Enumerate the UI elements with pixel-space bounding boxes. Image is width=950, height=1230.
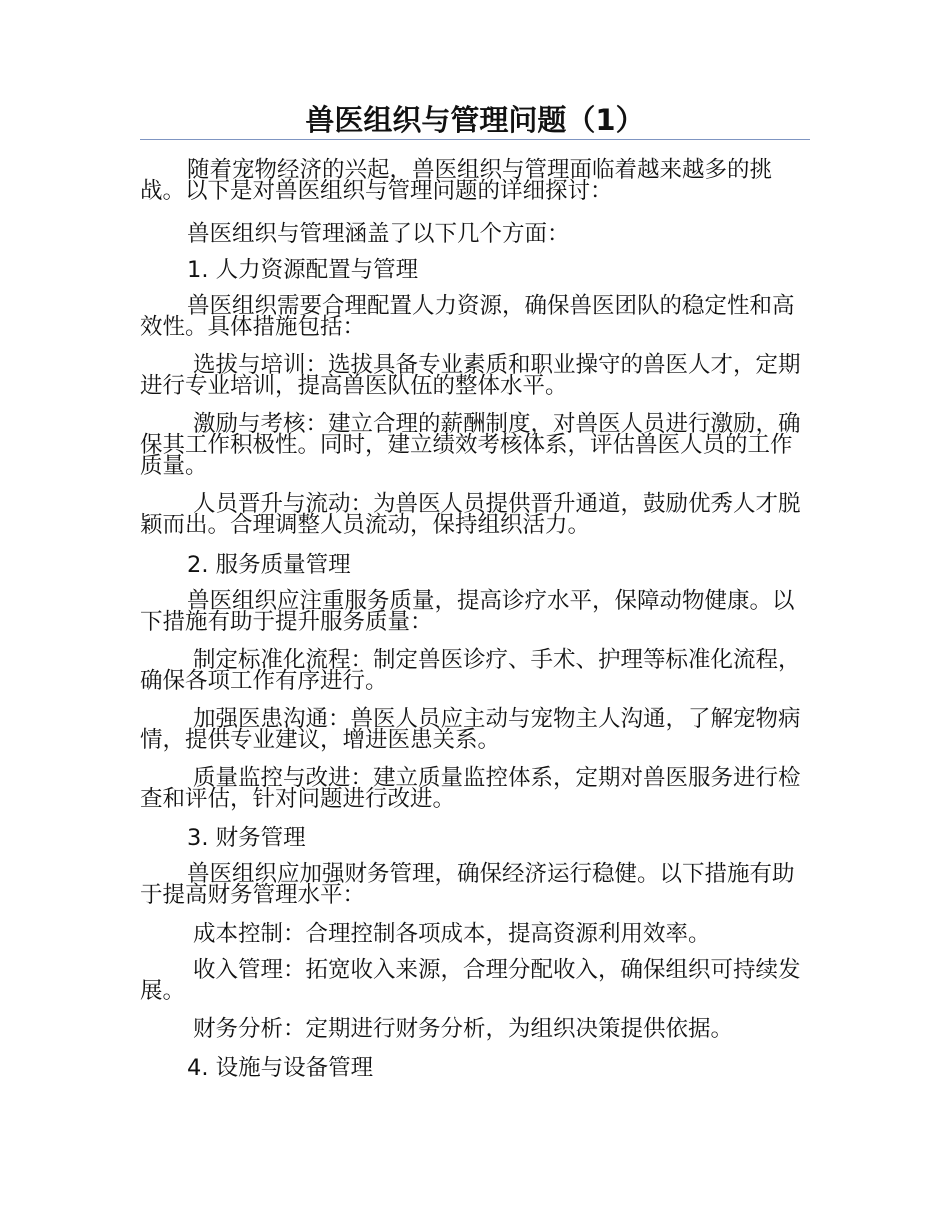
list-item-cost-control: 成本控制：合理控制各项成本，提高资源利用效率。 bbox=[193, 921, 711, 947]
title-underline bbox=[140, 139, 810, 140]
heading-section-1: 1. 人力资源配置与管理 bbox=[187, 257, 419, 283]
heading-section-4: 4. 设施与设备管理 bbox=[187, 1055, 374, 1081]
list-item-incentive-assessment: 激励与考核：建立合理的薪酬制度，对兽医人员进行激励，确保其工作积极性。同时，建立绩效考核体系，评估兽医人员的工作质量。 bbox=[140, 411, 801, 479]
paragraph-intro: 随着宠物经济的兴起，兽医组织与管理面临着越来越多的挑战。以下是对兽医组织与管理问题的详细探讨： bbox=[140, 157, 773, 204]
paragraph-section-3-intro: 兽医组织应加强财务管理，确保经济运行稳健。以下措施有助于提高财务管理水平： bbox=[140, 861, 795, 908]
list-item-financial-analysis: 财务分析：定期进行财务分析，为组织决策提供依据。 bbox=[193, 1016, 734, 1042]
paragraph-section-2-intro: 兽医组织应注重服务质量，提高诊疗水平，保障动物健康。以下措施有助于提升服务质量： bbox=[140, 588, 795, 635]
list-item-income-management: 收入管理：拓宽收入来源，合理分配收入，确保组织可持续发展。 bbox=[140, 957, 801, 1004]
paragraph-overview: 兽医组织与管理涵盖了以下几个方面： bbox=[187, 221, 570, 247]
list-item-selection-training: 选拔与培训：选拔具备专业素质和职业操守的兽医人才，定期进行专业培训，提高兽医队伍的整体水平。 bbox=[140, 352, 801, 399]
paragraph-section-1-intro: 兽医组织需要合理配置人力资源，确保兽医团队的稳定性和高效性。具体措施包括： bbox=[140, 293, 795, 340]
list-item-communication: 加强医患沟通：兽医人员应主动与宠物主人沟通，了解宠物病情，提供专业建议，增进医患关系。 bbox=[140, 706, 801, 753]
list-item-promotion-mobility: 人员晋升与流动：为兽医人员提供晋升通道，鼓励优秀人才脱颖而出。合理调整人员流动，保持组织活力。 bbox=[140, 491, 801, 538]
heading-section-2: 2. 服务质量管理 bbox=[187, 552, 351, 578]
heading-section-3: 3. 财务管理 bbox=[187, 825, 306, 851]
page-title: 兽医组织与管理问题（1） bbox=[305, 103, 645, 137]
list-item-quality-monitoring: 质量监控与改进：建立质量监控体系，定期对兽医服务进行检查和评估，针对问题进行改进。 bbox=[140, 765, 801, 812]
list-item-standard-process: 制定标准化流程：制定兽医诊疗、手术、护理等标准化流程，确保各项工作有序进行。 bbox=[140, 647, 801, 694]
